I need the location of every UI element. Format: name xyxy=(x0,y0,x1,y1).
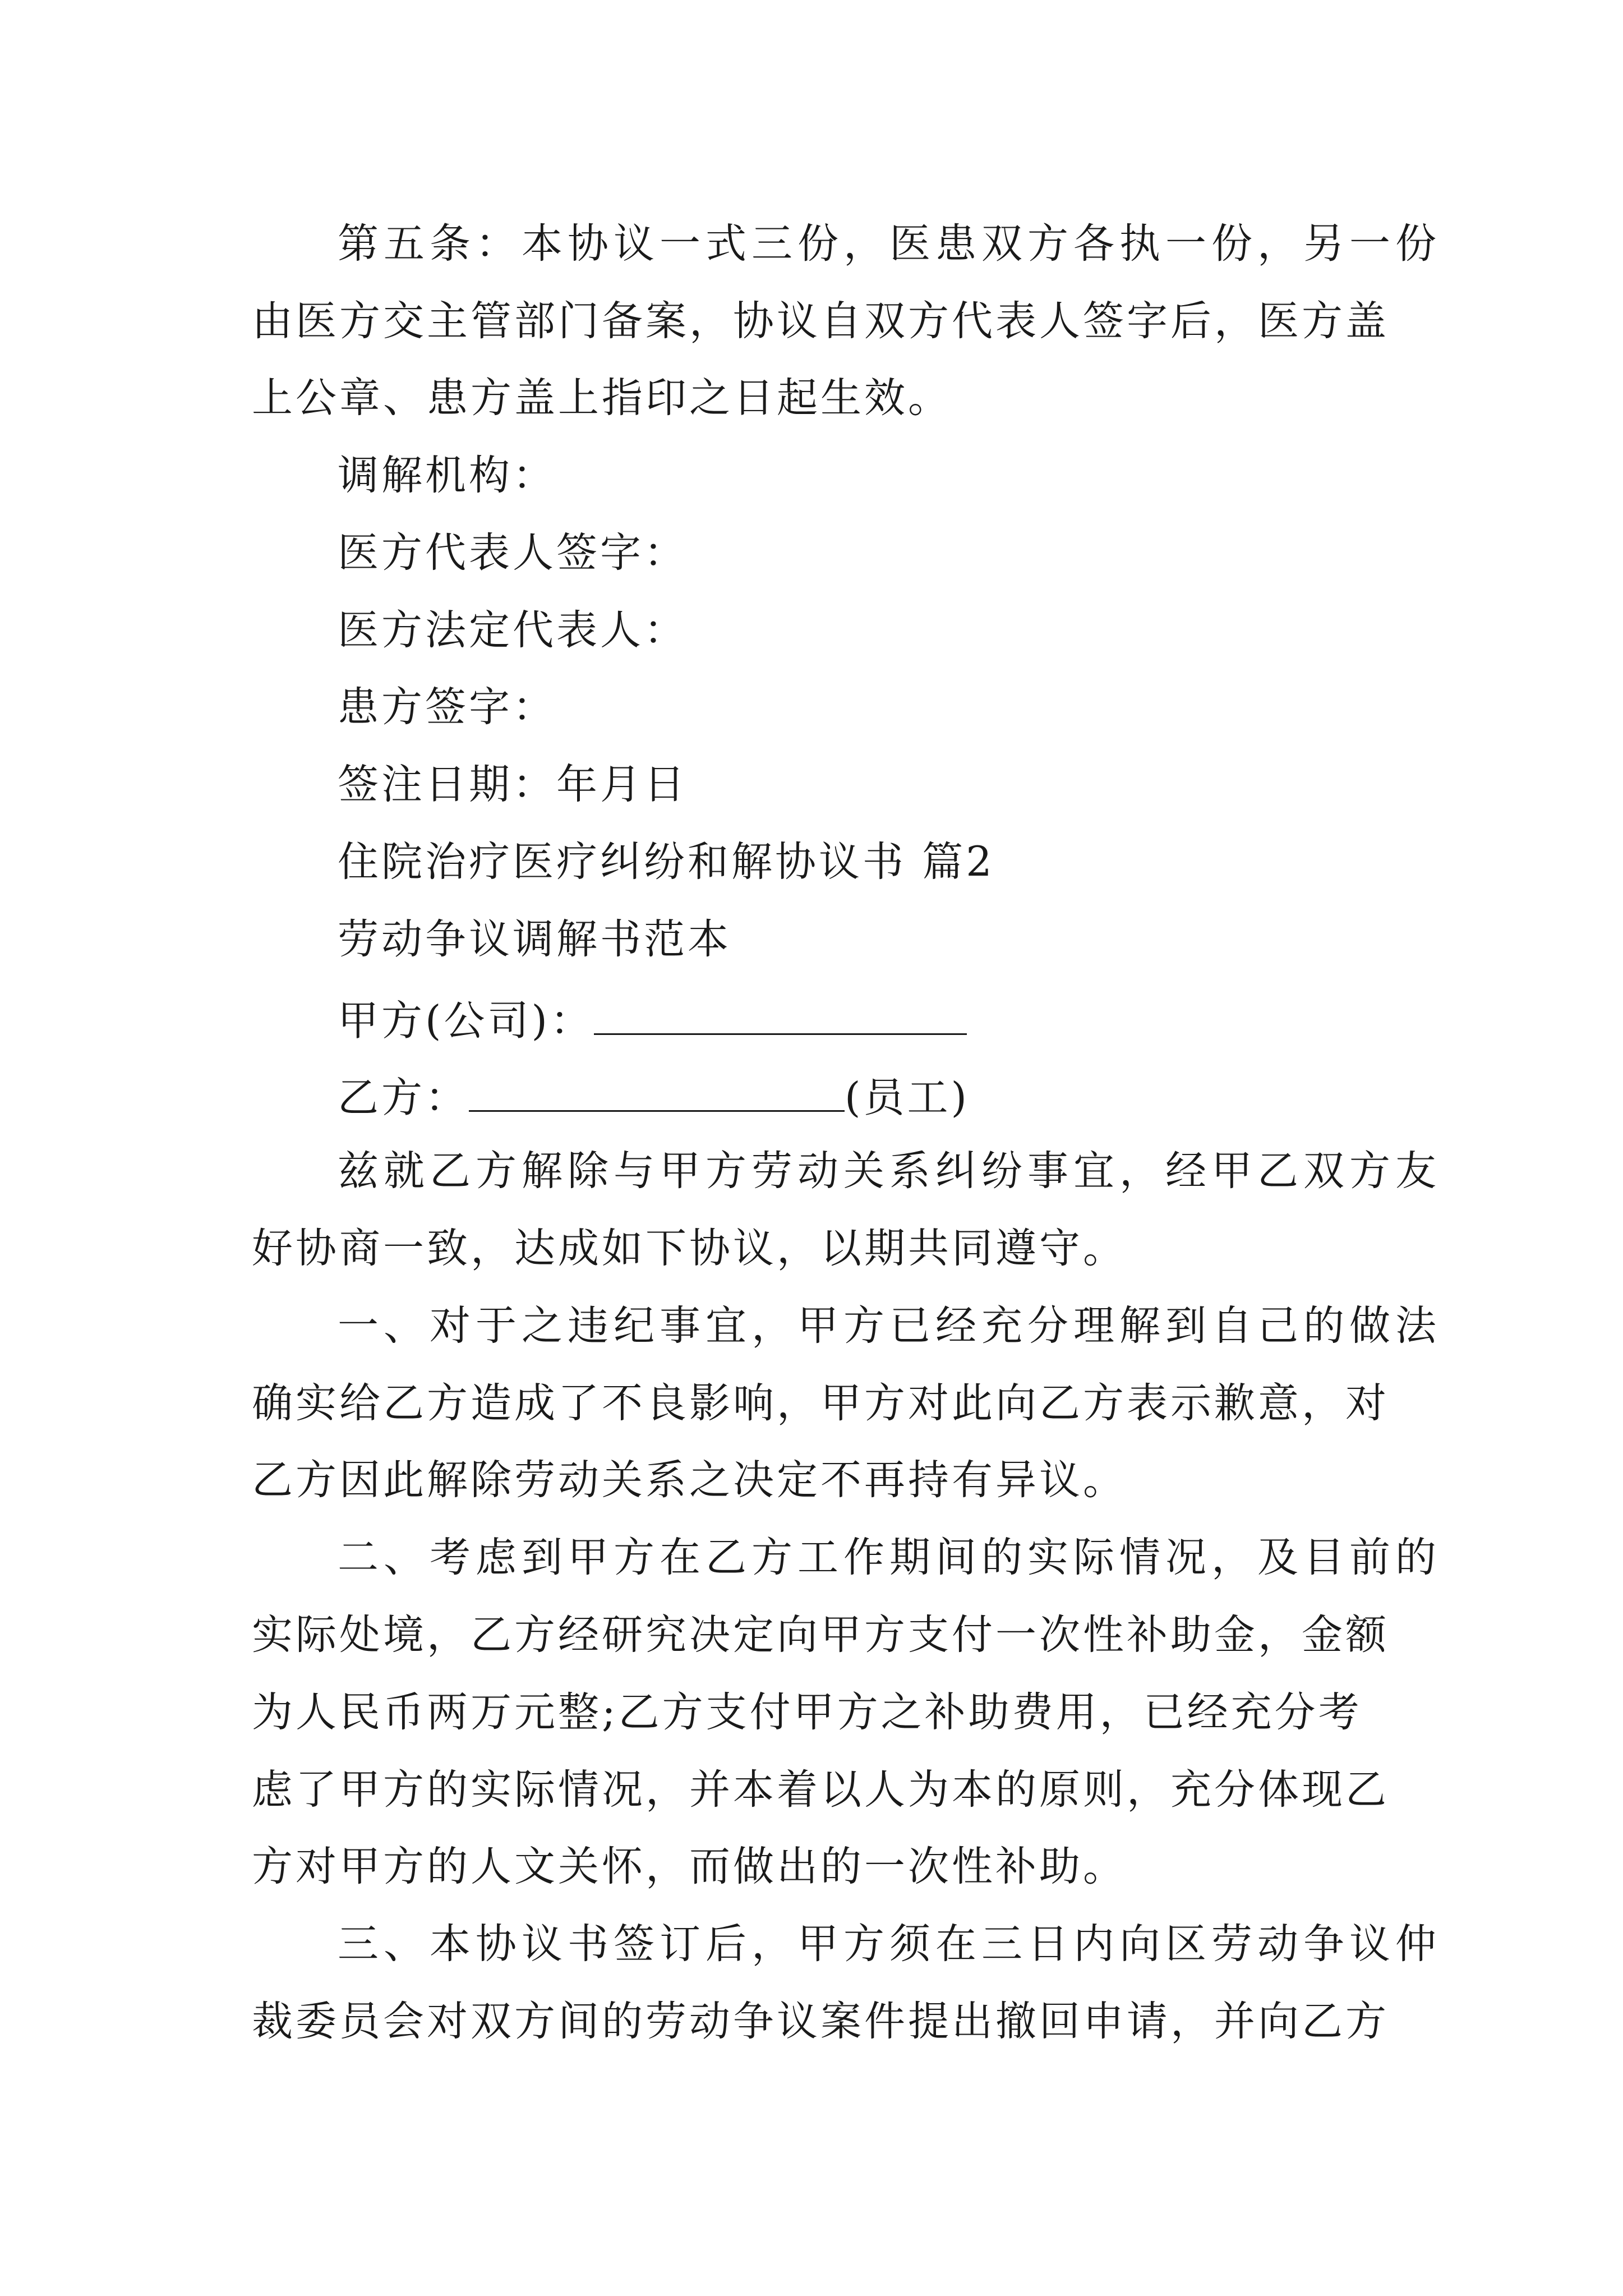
clause2-line-4: 虑了甲方的实际情况，并本着以人为本的原则，充分体现乙 xyxy=(252,1766,1389,1814)
signing-date-label: 签注日期：年月日 xyxy=(338,761,688,808)
party-b-blank xyxy=(469,1073,845,1112)
clause3-line-1: 三、本协议书签订后，甲方须在三日内向区劳动争议仲 xyxy=(338,1920,1441,1968)
clause1-line-3: 乙方因此解除劳动关系之决定不再持有异议。 xyxy=(252,1456,1127,1504)
article5-line-3: 上公章、患方盖上指印之日起生效。 xyxy=(252,374,952,422)
clause2-line-3: 为人民币两万元整;乙方支付甲方之补助费用，已经充分考 xyxy=(252,1688,1362,1736)
clause1-line-2: 确实给乙方造成了不良影响，甲方对此向乙方表示歉意，对 xyxy=(252,1379,1389,1427)
document-subtitle: 劳动争议调解书范本 xyxy=(338,915,731,963)
party-a-line xyxy=(338,996,967,1045)
section-title: 住院治疗医疗纠纷和解协议书 篇2 xyxy=(338,838,995,886)
party-a-label: 甲方(公司)： xyxy=(338,997,594,1045)
intro-line-2: 好协商一致，达成如下协议，以期共同遵守。 xyxy=(252,1225,1127,1272)
clause2-line-1: 二、考虑到甲方在乙方工作期间的实际情况，及目前的 xyxy=(338,1534,1441,1581)
patient-signature-label: 患方签字： xyxy=(338,683,556,731)
party-a-blank xyxy=(594,996,967,1035)
clause1-line-1: 一、对于之违纪事宜，甲方已经充分理解到自己的做法 xyxy=(338,1302,1441,1350)
party-b-suffix: (员工) xyxy=(845,1074,970,1122)
article5-line-2: 由医方交主管部门备案，协议自双方代表人签字后，医方盖 xyxy=(252,297,1389,345)
clause2-line-2: 实际处境，乙方经研究决定向甲方支付一次性补助金，金额 xyxy=(252,1611,1389,1659)
party-b-line xyxy=(338,1073,970,1122)
clause3-line-2: 裁委员会对双方间的劳动争议案件提出撤回申请，并向乙方 xyxy=(252,1998,1389,2045)
intro-line-1: 兹就乙方解除与甲方劳动关系纠纷事宜，经甲乙双方友 xyxy=(338,1147,1441,1195)
legal-rep-signature-label: 医方法定代表人： xyxy=(338,606,688,654)
article5-line-1: 第五条：本协议一式三份，医患双方各执一份，另一份 xyxy=(338,220,1441,268)
hospital-rep-signature-label: 医方代表人签字： xyxy=(338,529,688,577)
mediator-signature-label: 调解机构： xyxy=(338,452,556,499)
clause2-line-5: 方对甲方的人文关怀，而做出的一次性补助。 xyxy=(252,1843,1127,1890)
party-b-label: 乙方： xyxy=(338,1074,469,1122)
